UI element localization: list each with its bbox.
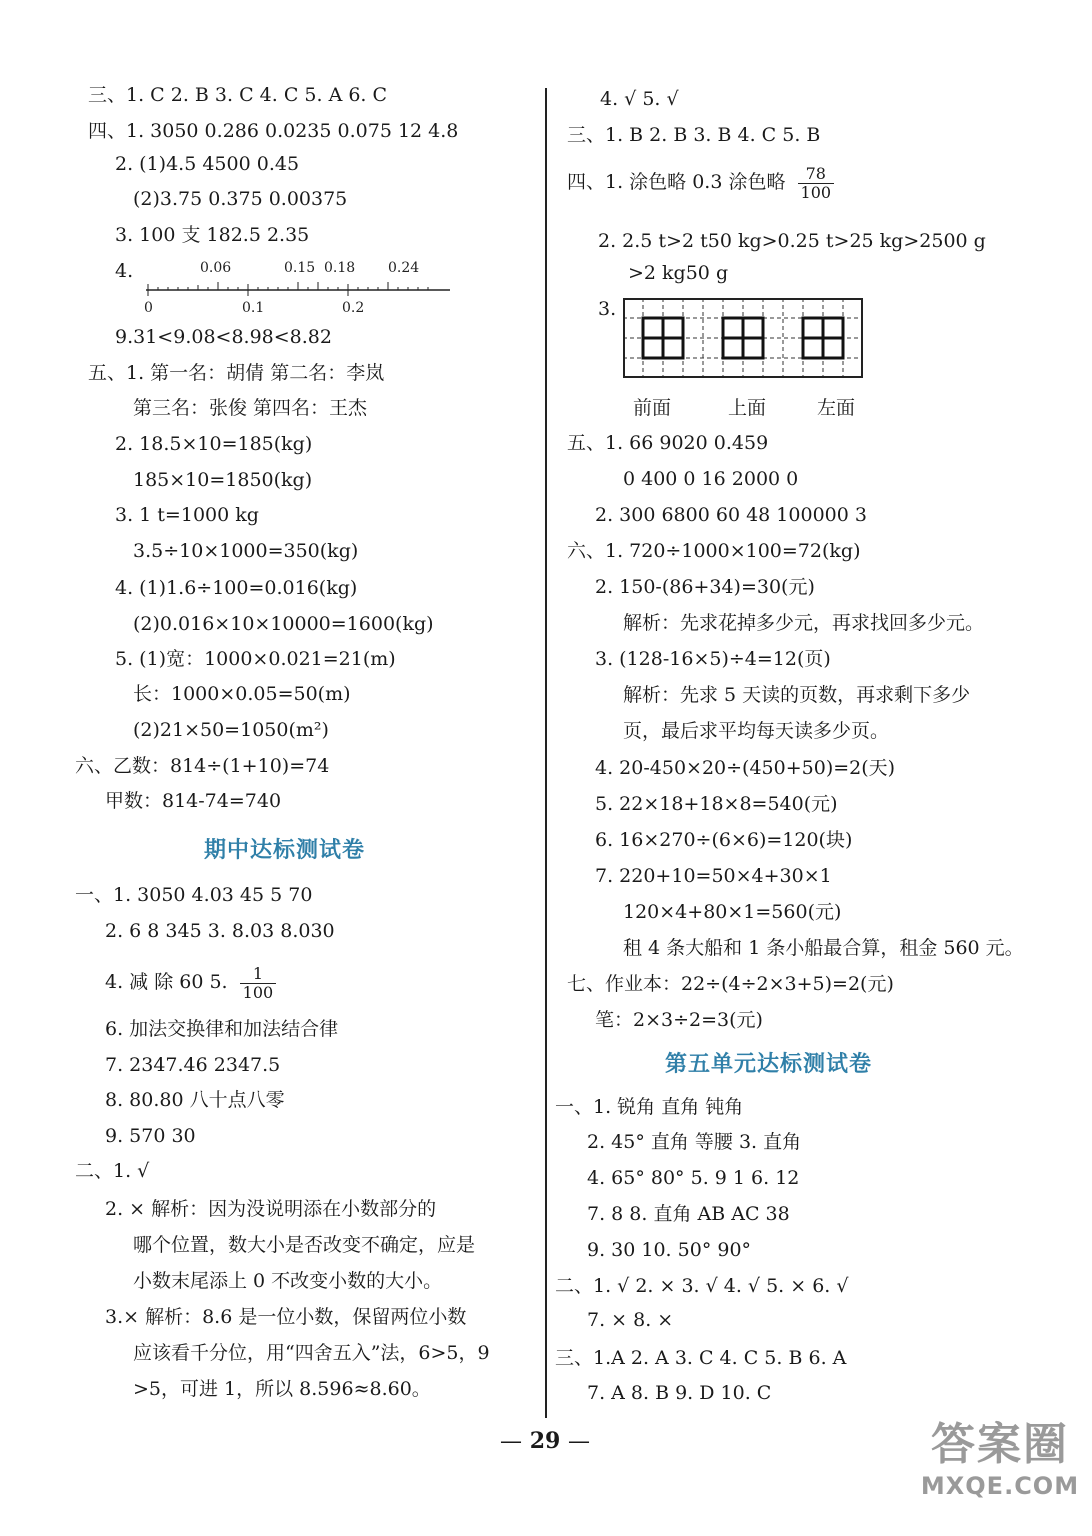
answer-line: 4. √ 5. √ (600, 88, 679, 110)
answer-line: 120×4+80×1=560(元) (623, 901, 842, 923)
answer-line: 9. 30 10. 50° 90° (587, 1239, 752, 1261)
grid-label: 上面 (728, 397, 767, 419)
answer-line: 笔：2×3÷2=3(元) (595, 1009, 763, 1031)
answer-line: 六、1. 720÷1000×100=72(kg) (567, 540, 861, 562)
answer-line: 9.31<9.08<8.98<8.82 (115, 326, 332, 348)
answer-line: 六、乙数：814÷(1+10)=74 (75, 755, 330, 777)
answer-line: 5. 22×18+18×8=540(元) (595, 793, 838, 815)
answer-line: 7. × 8. × (587, 1309, 674, 1331)
answer-line: 解析：先求花掉多少元，再求找回多少元。 (623, 612, 985, 634)
answer-line: 7. 8 8. 直角 AB AC 38 (587, 1203, 790, 1225)
answer-line: 哪个位置，数大小是否改变不确定，应是 (133, 1234, 476, 1256)
grid-label: 前面 (633, 397, 672, 419)
answer-line: 3.5÷10×1000=350(kg) (133, 540, 359, 562)
view-shapes (643, 318, 843, 358)
fraction-denominator: 100 (242, 982, 274, 1002)
answer-line: 租 4 条大船和 1 条小船最合算，租金 560 元。 (623, 937, 1024, 959)
answer-line: 5. (1)宽：1000×0.021=21(m) (115, 648, 396, 670)
column-divider (545, 88, 547, 1418)
answer-line: 8. 80.80 八十点八零 (105, 1089, 285, 1111)
answer-line (567, 160, 834, 204)
left-column (0, 0, 540, 1536)
answer-line: 2. (1)4.5 4500 0.45 (115, 153, 300, 175)
section-title: 期中达标测试卷 (204, 837, 366, 863)
nl-top-label: 0.24 (388, 260, 420, 276)
answer-line: 6. 16×270÷(6×6)=120(块) (595, 829, 853, 851)
answer-line: 一、1. 3050 4.03 45 5 70 (75, 884, 313, 906)
nl-bottom-label: 0.2 (342, 300, 365, 316)
section-title: 第五单元达标测试卷 (665, 1051, 873, 1077)
answer-line: 3. 1 t=1000 kg (115, 504, 259, 526)
answer-line: 解析：先求 5 天读的页数，再求剩下多少 (623, 684, 971, 706)
nl-bottom-label: 0 (144, 300, 153, 316)
nl-top-label: 0.15 (284, 260, 316, 276)
answer-line: 页，最后求平均每天读多少页。 (623, 720, 890, 742)
answer-line: (2)0.016×10×10000=1600(kg) (133, 613, 434, 635)
fraction (240, 965, 277, 1002)
answer-line: 3. (128-16×5)÷4=12(页) (595, 648, 831, 670)
fraction-numerator: 1 (240, 965, 277, 984)
answer-line: 五、1. 66 9020 0.459 (567, 432, 769, 454)
answer-line: 2. 6 8 345 3. 8.03 8.030 (105, 920, 335, 942)
views-grid-figure (623, 298, 867, 382)
answer-line: 2. 300 6800 60 48 100000 3 (595, 504, 867, 526)
answer-line: 小数末尾添上 0 不改变小数的大小。 (133, 1270, 443, 1292)
answer-line: 3. (598, 298, 617, 320)
answer-line: 三、1.A 2. A 3. C 4. C 5. B 6. A (555, 1347, 847, 1369)
page-number (490, 1428, 600, 1454)
watermark-text: 答案圈 (931, 1419, 1069, 1470)
answer-line: 三、1. C 2. B 3. C 4. C 5. A 6. C (88, 84, 388, 106)
answer-line: (2)3.75 0.375 0.00375 (133, 188, 348, 210)
answer-line: 2. × 解析：因为没说明添在小数部分的 (105, 1198, 437, 1220)
fraction (798, 165, 835, 202)
number-line-ticks (148, 282, 428, 296)
answer-line: 长：1000×0.05=50(m) (133, 683, 351, 705)
grid-label: 左面 (817, 397, 856, 419)
answer-line: 7. A 8. B 9. D 10. C (587, 1382, 772, 1404)
answer-line: >2 kg50 g (628, 262, 729, 284)
nl-bottom-label: 0.1 (242, 300, 265, 316)
page-dash: — (567, 1429, 590, 1454)
answer-text: 四、1. 涂色略 0.3 涂色略 (567, 171, 786, 193)
answer-line (105, 962, 276, 1002)
answer-line: 3. 100 支 182.5 2.35 (115, 224, 310, 246)
page-number-value: 29 (529, 1428, 561, 1454)
answer-line: 应该看千分位，用“四舍五入”法，6>5，9 (133, 1342, 490, 1364)
answer-line: 七、作业本：22÷(4÷2×3+5)=2(元) (567, 973, 894, 995)
nl-top-label: 0.18 (324, 260, 356, 276)
answer-line: 甲数：814-74=740 (105, 790, 282, 812)
answer-line: 3.× 解析：8.6 是一位小数，保留两位小数 (105, 1306, 467, 1328)
answer-line: 2. 18.5×10=185(kg) (115, 433, 313, 455)
answer-line: 4. (1)1.6÷100=0.016(kg) (115, 577, 358, 599)
answer-line: 9. 570 30 (105, 1125, 196, 1147)
answer-line: 三、1. B 2. B 3. B 4. C 5. B (567, 124, 821, 146)
answer-line: 2. 150-(86+34)=30(元) (595, 576, 815, 598)
answer-line: 4. 20-450×20÷(450+50)=2(天) (595, 757, 896, 779)
answer-line: 4. 65° 80° 5. 9 1 6. 12 (587, 1167, 800, 1189)
answer-line: 二、1. √ (75, 1160, 150, 1182)
answer-line: 6. 加法交换律和加法结合律 (105, 1018, 339, 1040)
answer-line: 7. 220+10=50×4+30×1 (595, 865, 832, 887)
watermark (915, 1408, 1085, 1500)
answer-line: >5，可进 1，所以 8.596≈8.60。 (133, 1378, 431, 1400)
answer-line: 185×10=1850(kg) (133, 469, 313, 491)
answer-line: 四、1. 3050 0.286 0.0235 0.075 12 4.8 (88, 120, 459, 142)
fraction-numerator: 78 (798, 165, 835, 184)
page-dash: — (500, 1429, 523, 1454)
answer-line: 二、1. √ 2. × 3. √ 4. √ 5. × 6. √ (555, 1275, 849, 1297)
answer-line: 第三名：张俊 第四名：王杰 (133, 397, 368, 419)
answer-line: 一、1. 锐角 直角 钝角 (555, 1096, 744, 1118)
watermark-url: MXQE.COM (920, 1472, 1080, 1500)
answer-line: 2. 2.5 t>2 t50 kg>0.25 t>25 kg>2500 g (598, 230, 986, 252)
fraction-denominator: 100 (800, 182, 832, 202)
answer-line: 0 400 0 16 2000 0 (623, 468, 799, 490)
answer-text: 4. 减 除 60 5. (105, 971, 228, 993)
number-line-figure (138, 252, 458, 318)
right-column (550, 0, 1092, 1536)
answer-line: 7. 2347.46 2347.5 (105, 1054, 281, 1076)
answer-line: (2)21×50=1050(m²) (133, 719, 329, 741)
nl-top-label: 0.06 (200, 260, 232, 276)
answer-line: 2. 45° 直角 等腰 3. 直角 (587, 1131, 802, 1153)
answer-line: 五、1. 第一名：胡倩 第二名：李岚 (88, 362, 385, 384)
answer-line: 4. (115, 260, 134, 282)
